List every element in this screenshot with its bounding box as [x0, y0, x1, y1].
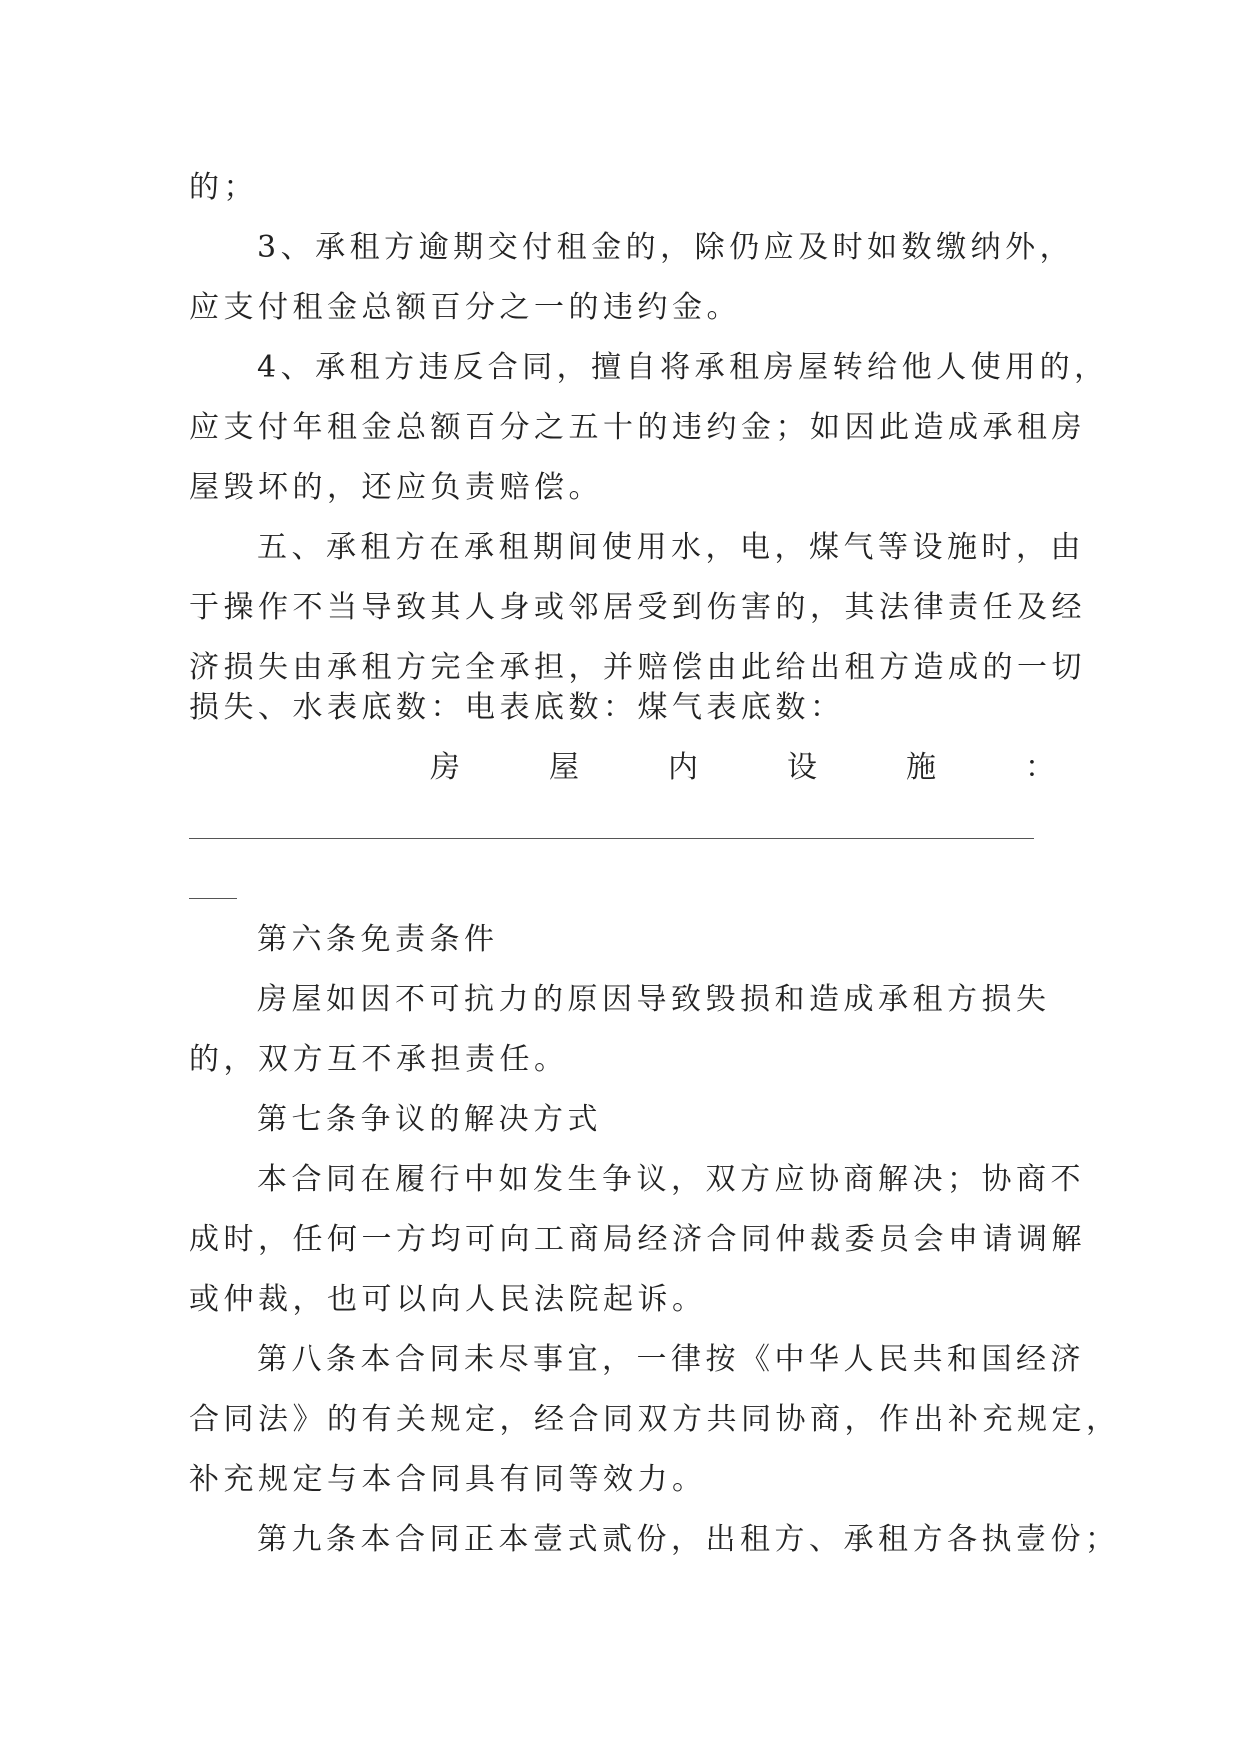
- text-line: 本合同在履行中如发生争议，双方应协商解决；协商不: [257, 1162, 1085, 1197]
- facilities-char: 屋: [549, 750, 579, 785]
- text-line: 的，双方互不承担责任。: [189, 1042, 569, 1077]
- facilities-label: [430, 748, 1055, 788]
- text-line: 屋毁坏的，还应负责赔偿。: [189, 470, 603, 505]
- text-line: 合同法》的有关规定，经合同双方共同协商，作出补充规定，: [189, 1402, 1121, 1437]
- fill-in-line-continuation: [189, 898, 237, 899]
- text-line: 房屋如因不可抗力的原因导致毁损和造成承租方损失: [257, 982, 1051, 1017]
- text-line: 损失、水表底数：电表底数：煤气表底数：: [189, 690, 845, 725]
- facilities-char: 施: [906, 750, 936, 785]
- text-line: 或仲裁，也可以向人民法院起诉。: [189, 1282, 707, 1317]
- facilities-char: 内: [668, 750, 698, 785]
- facilities-char: 房: [430, 750, 460, 785]
- text-line: 应支付租金总额百分之一的违约金。: [189, 290, 741, 325]
- facilities-char: ：: [1025, 750, 1055, 785]
- text-line: 的；: [189, 170, 258, 205]
- text-line: 于操作不当导致其人身或邻居受到伤害的，其法律责任及经: [189, 590, 1086, 625]
- text-line: 应支付年租金总额百分之五十的违约金；如因此造成承租房: [189, 410, 1086, 445]
- text-line: 济损失由承租方完全承担，并赔偿由此给出租方造成的一切: [189, 650, 1086, 685]
- text-line: 五、承租方在承租期间使用水，电，煤气等设施时，由: [257, 530, 1085, 565]
- facilities-char: 设: [787, 750, 817, 785]
- fill-in-line: [189, 838, 1034, 839]
- text-line: 第九条本合同正本壹式贰份，出租方、承租方各执壹份；: [257, 1522, 1120, 1557]
- text-line: 成时，任何一方均可向工商局经济合同仲裁委员会申请调解: [189, 1222, 1086, 1257]
- text-line: 补充规定与本合同具有同等效力。: [189, 1462, 707, 1497]
- text-line: 第八条本合同未尽事宜，一律按《中华人民共和国经济: [257, 1342, 1085, 1377]
- section-heading: 第七条争议的解决方式: [257, 1102, 602, 1137]
- text-line: 4、承租方违反合同，擅自将承租房屋转给他人使用的，: [257, 350, 1109, 385]
- section-heading: 第六条免责条件: [257, 922, 499, 957]
- text-line: 3、承租方逾期交付租金的，除仍应及时如数缴纳外，: [257, 230, 1075, 265]
